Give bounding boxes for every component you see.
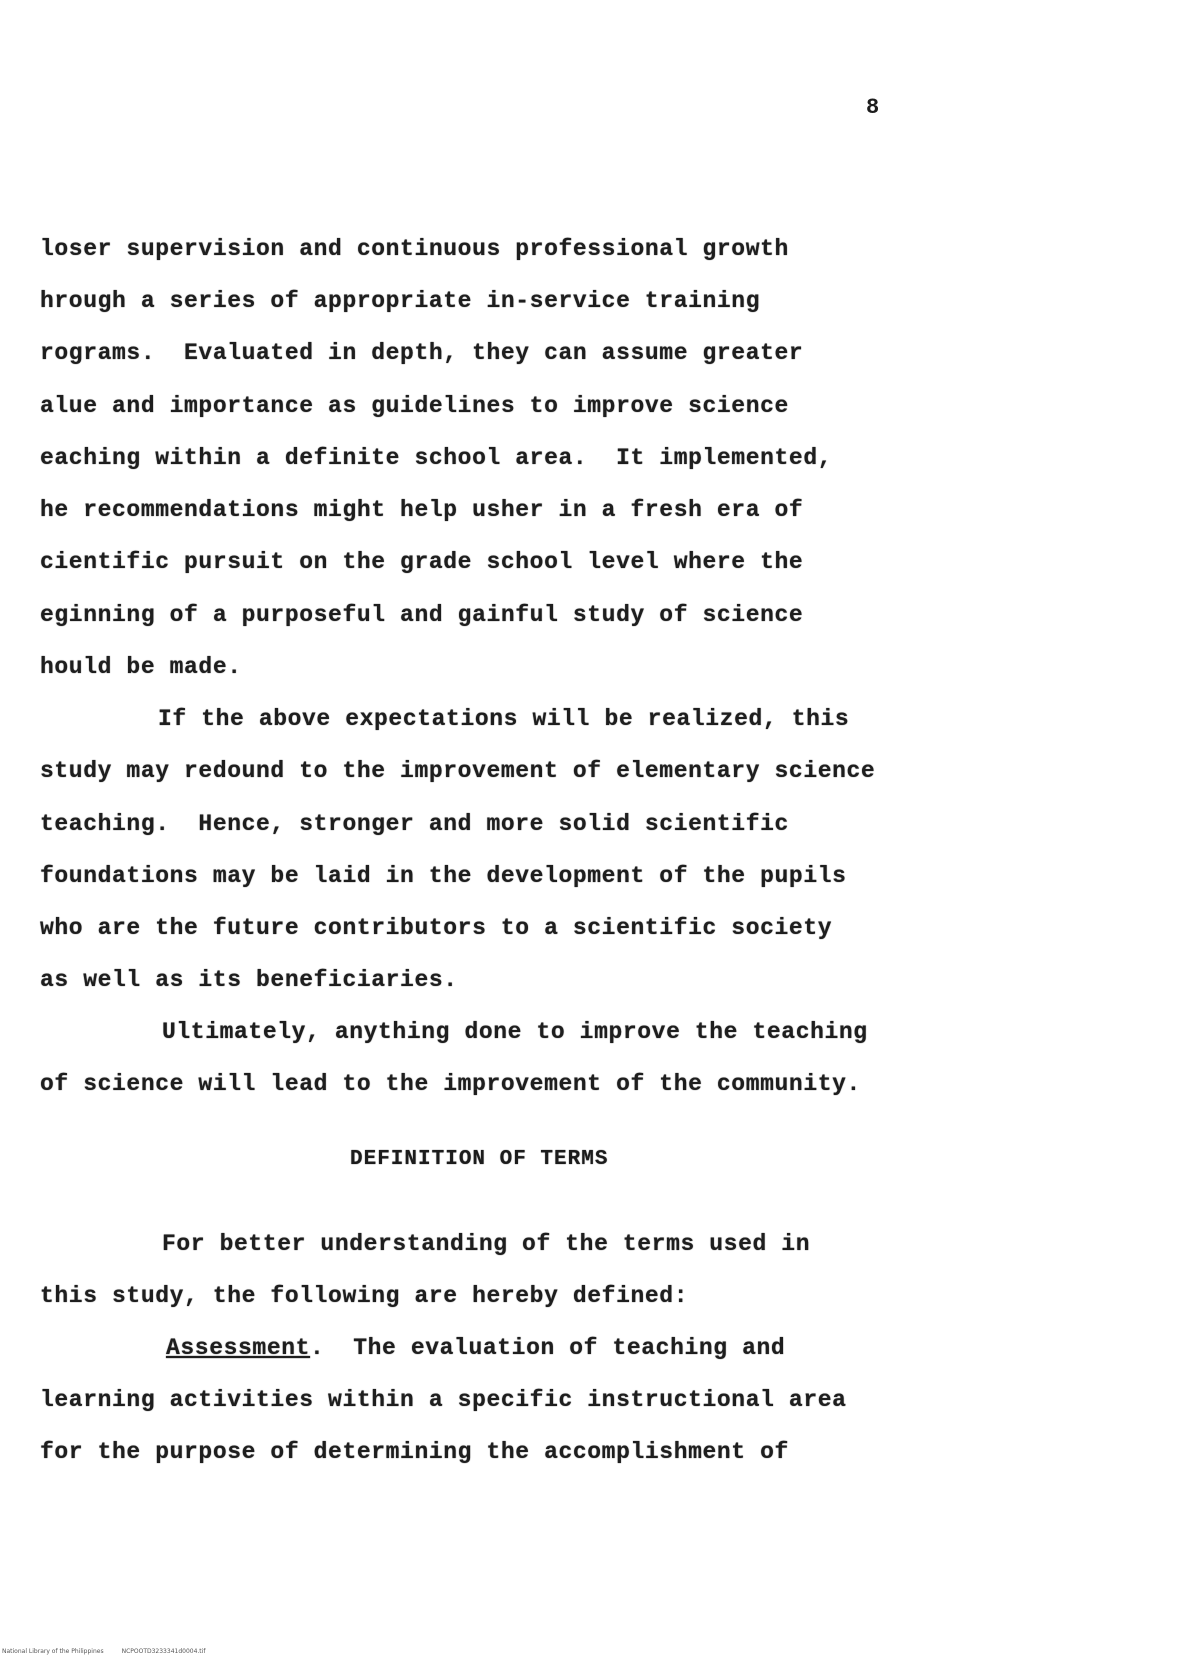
- body-line: loser supervision and continuous professional growth: [40, 236, 789, 262]
- body-line: as well as its beneficiaries.: [40, 967, 458, 993]
- definition-term: Assessment: [166, 1335, 311, 1361]
- section-heading: DEFINITION OF TERMS: [350, 1148, 609, 1171]
- page-number: 8: [866, 95, 880, 120]
- footer-file: NCPOOTD3233341d0004.tif: [121, 1648, 206, 1655]
- body-line: eginning of a purposeful and gainful study of science: [40, 602, 804, 628]
- body-line: alue and importance as guidelines to improve science: [40, 393, 789, 419]
- body-line: hrough a series of appropriate in-service training: [40, 288, 761, 314]
- body-line: teaching. Hence, stronger and more solid scientific: [40, 811, 789, 837]
- body-line: rograms. Evaluated in depth, they can assume greater: [40, 340, 804, 366]
- definition-first-line: [166, 1333, 785, 1363]
- body-line: who are the future contributors to a scientific society: [40, 915, 833, 941]
- body-line: hould be made.: [40, 654, 242, 680]
- body-line: study may redound to the improvement of elementary science: [40, 758, 876, 784]
- body-line: For better understanding of the terms used in: [162, 1231, 811, 1257]
- body-line: of science will lead to the improvement of the community.: [40, 1071, 861, 1097]
- body-line: he recommendations might help usher in a fresh era of: [40, 497, 804, 523]
- scan-footer: [2, 1648, 223, 1655]
- body-line: for the purpose of determining the accomplishment of: [40, 1439, 789, 1465]
- body-line: learning activities within a specific instructional area: [40, 1387, 847, 1413]
- footer-library: National Library of the Philippines: [2, 1648, 104, 1655]
- body-line: this study, the following are hereby defined:: [40, 1283, 689, 1309]
- body-line: Ultimately, anything done to improve the teaching: [162, 1019, 868, 1045]
- body-line: If the above expectations will be realized, this: [158, 706, 850, 732]
- body-line: cientific pursuit on the grade school level where the: [40, 549, 804, 575]
- body-line: foundations may be laid in the development of the pupils: [40, 863, 847, 889]
- definition-text: . The evaluation of teaching and: [310, 1335, 786, 1361]
- body-line: eaching within a definite school area. It implemented,: [40, 445, 833, 471]
